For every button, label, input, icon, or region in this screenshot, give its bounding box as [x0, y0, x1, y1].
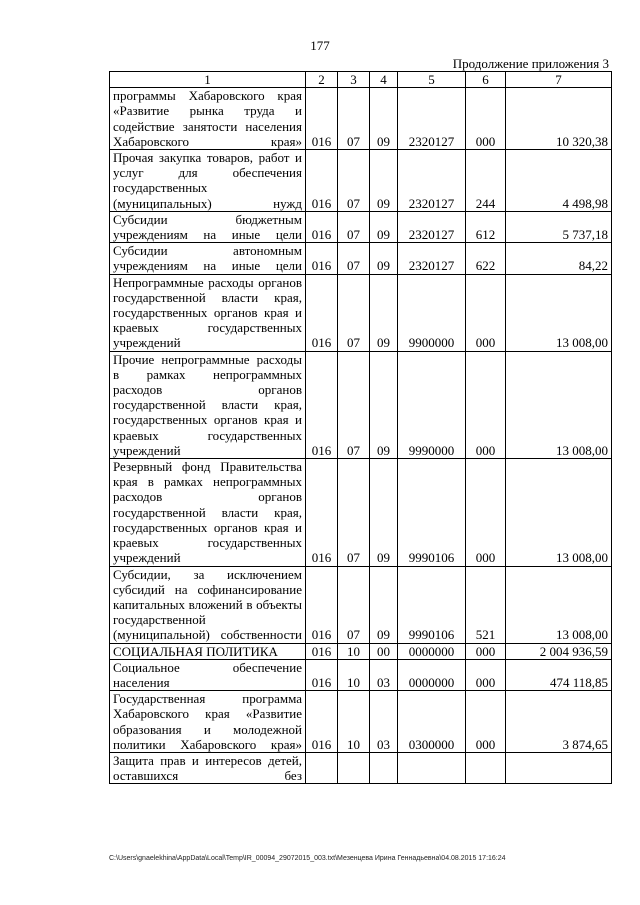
budget-table [109, 71, 612, 784]
subsection-code: 09 [370, 243, 398, 274]
ministry-code: 016 [306, 691, 338, 753]
section-code [338, 752, 370, 783]
header-cell: 1 [110, 72, 306, 88]
table-row [110, 243, 612, 274]
section-code: 10 [338, 691, 370, 753]
subsection-code [370, 752, 398, 783]
amount: 2 004 936,59 [506, 643, 612, 659]
amount: 13 008,00 [506, 274, 612, 351]
ministry-code: 016 [306, 643, 338, 659]
header-cell: 6 [466, 72, 506, 88]
target-code: 9990106 [398, 459, 466, 566]
expense-name: Прочая закупка товаров, работ и услуг для обеспечения государственных (муниципальных) нужд [110, 150, 306, 212]
subsection-code: 03 [370, 659, 398, 690]
expense-type-code: 000 [466, 274, 506, 351]
ministry-code: 016 [306, 659, 338, 690]
expense-name: Непрограммные расходы органов государственной власти края, государственных органов края и краевых государственных учреждений [110, 274, 306, 351]
table-row [110, 752, 612, 783]
expense-type-code [466, 752, 506, 783]
table-row [110, 459, 612, 566]
table-row [110, 274, 612, 351]
table-row [110, 211, 612, 242]
ministry-code: 016 [306, 566, 338, 643]
subsection-code: 09 [370, 274, 398, 351]
header-cell: 4 [370, 72, 398, 88]
subsection-code: 09 [370, 351, 398, 458]
section-code: 07 [338, 459, 370, 566]
amount: 5 737,18 [506, 211, 612, 242]
amount: 10 320,38 [506, 88, 612, 150]
ministry-code: 016 [306, 211, 338, 242]
amount: 4 498,98 [506, 150, 612, 212]
table-row [110, 88, 612, 150]
section-code: 07 [338, 566, 370, 643]
amount: 13 008,00 [506, 351, 612, 458]
subsection-code: 09 [370, 88, 398, 150]
section-code: 07 [338, 243, 370, 274]
ministry-code: 016 [306, 243, 338, 274]
expense-name: Социальное обеспечение населения [110, 659, 306, 690]
section-code: 07 [338, 351, 370, 458]
subsection-code: 03 [370, 691, 398, 753]
section-code: 07 [338, 88, 370, 150]
expense-name: Государственная программа Хабаровского края «Развитие образования и молодежной политики Хабаровского края» [110, 691, 306, 753]
amount: 3 874,65 [506, 691, 612, 753]
expense-type-code: 000 [466, 659, 506, 690]
target-code: 9990000 [398, 351, 466, 458]
target-code: 0000000 [398, 643, 466, 659]
section-code: 10 [338, 643, 370, 659]
target-code: 2320127 [398, 150, 466, 212]
target-code: 0300000 [398, 691, 466, 753]
amount: 13 008,00 [506, 459, 612, 566]
section-code: 07 [338, 274, 370, 351]
expense-name: Защита прав и интересов детей, оставшихся без [110, 752, 306, 783]
table-row [110, 691, 612, 753]
expense-type-code: 521 [466, 566, 506, 643]
header-cell: 3 [338, 72, 370, 88]
expense-type-code: 622 [466, 243, 506, 274]
subsection-code: 00 [370, 643, 398, 659]
amount: 84,22 [506, 243, 612, 274]
ministry-code: 016 [306, 150, 338, 212]
header-row [110, 72, 612, 88]
target-code: 2320127 [398, 243, 466, 274]
table-row [110, 659, 612, 690]
subsection-code: 09 [370, 211, 398, 242]
header-cell: 5 [398, 72, 466, 88]
expense-type-code: 000 [466, 88, 506, 150]
section-code: 07 [338, 150, 370, 212]
page-number: 177 [310, 38, 330, 53]
target-code: 2320127 [398, 88, 466, 150]
section-code: 10 [338, 659, 370, 690]
section-code: 07 [338, 211, 370, 242]
target-code: 2320127 [398, 211, 466, 242]
expense-type-code: 000 [466, 351, 506, 458]
table-row [110, 643, 612, 659]
target-code: 9990106 [398, 566, 466, 643]
expense-type-code: 244 [466, 150, 506, 212]
expense-name: СОЦИАЛЬНАЯ ПОЛИТИКА [110, 643, 306, 659]
target-code: 9900000 [398, 274, 466, 351]
table-row [110, 150, 612, 212]
expense-name: Субсидии бюджетным учреждениям на иные цели [110, 211, 306, 242]
table-row [110, 566, 612, 643]
amount: 13 008,00 [506, 566, 612, 643]
expense-name: программы Хабаровского края «Развитие рынка труда и содействие занятости населения Хабаровского края» [110, 88, 306, 150]
subsection-code: 09 [370, 459, 398, 566]
expense-name: Резервный фонд Правительства края в рамках непрограммных расходов органов государственной власти края, государственных органов края и краевых государственных учреждений [110, 459, 306, 566]
target-code: 0000000 [398, 659, 466, 690]
target-code [398, 752, 466, 783]
ministry-code: 016 [306, 351, 338, 458]
table-row [110, 351, 612, 458]
subsection-code: 09 [370, 566, 398, 643]
header-cell: 7 [506, 72, 612, 88]
subsection-code: 09 [370, 150, 398, 212]
ministry-code [306, 752, 338, 783]
amount [506, 752, 612, 783]
expense-name: Субсидии, за исключением субсидий на софинансирование капитальных вложений в объекты государственной (муниципальной) собственности [110, 566, 306, 643]
header-cell: 2 [306, 72, 338, 88]
ministry-code: 016 [306, 274, 338, 351]
file-path-footer: C:\Users\gnaelekhina\AppData\Local\Temp\IR_00094_29072015_003.txt\Мезенцева Ирина Геннадьевна\04.08.2015 17:16:24 [109, 855, 506, 862]
ministry-code: 016 [306, 88, 338, 150]
expense-type-code: 612 [466, 211, 506, 242]
expense-type-code: 000 [466, 691, 506, 753]
expense-type-code: 000 [466, 643, 506, 659]
ministry-code: 016 [306, 459, 338, 566]
expense-type-code: 000 [466, 459, 506, 566]
expense-name: Субсидии автономным учреждениям на иные цели [110, 243, 306, 274]
expense-name: Прочие непрограммные расходы в рамках непрограммных расходов органов государственной власти края, государственных органов края и краевых государственных учреждений [110, 351, 306, 458]
amount: 474 118,85 [506, 659, 612, 690]
continuation-label: Продолжение приложения 3 [452, 56, 609, 71]
